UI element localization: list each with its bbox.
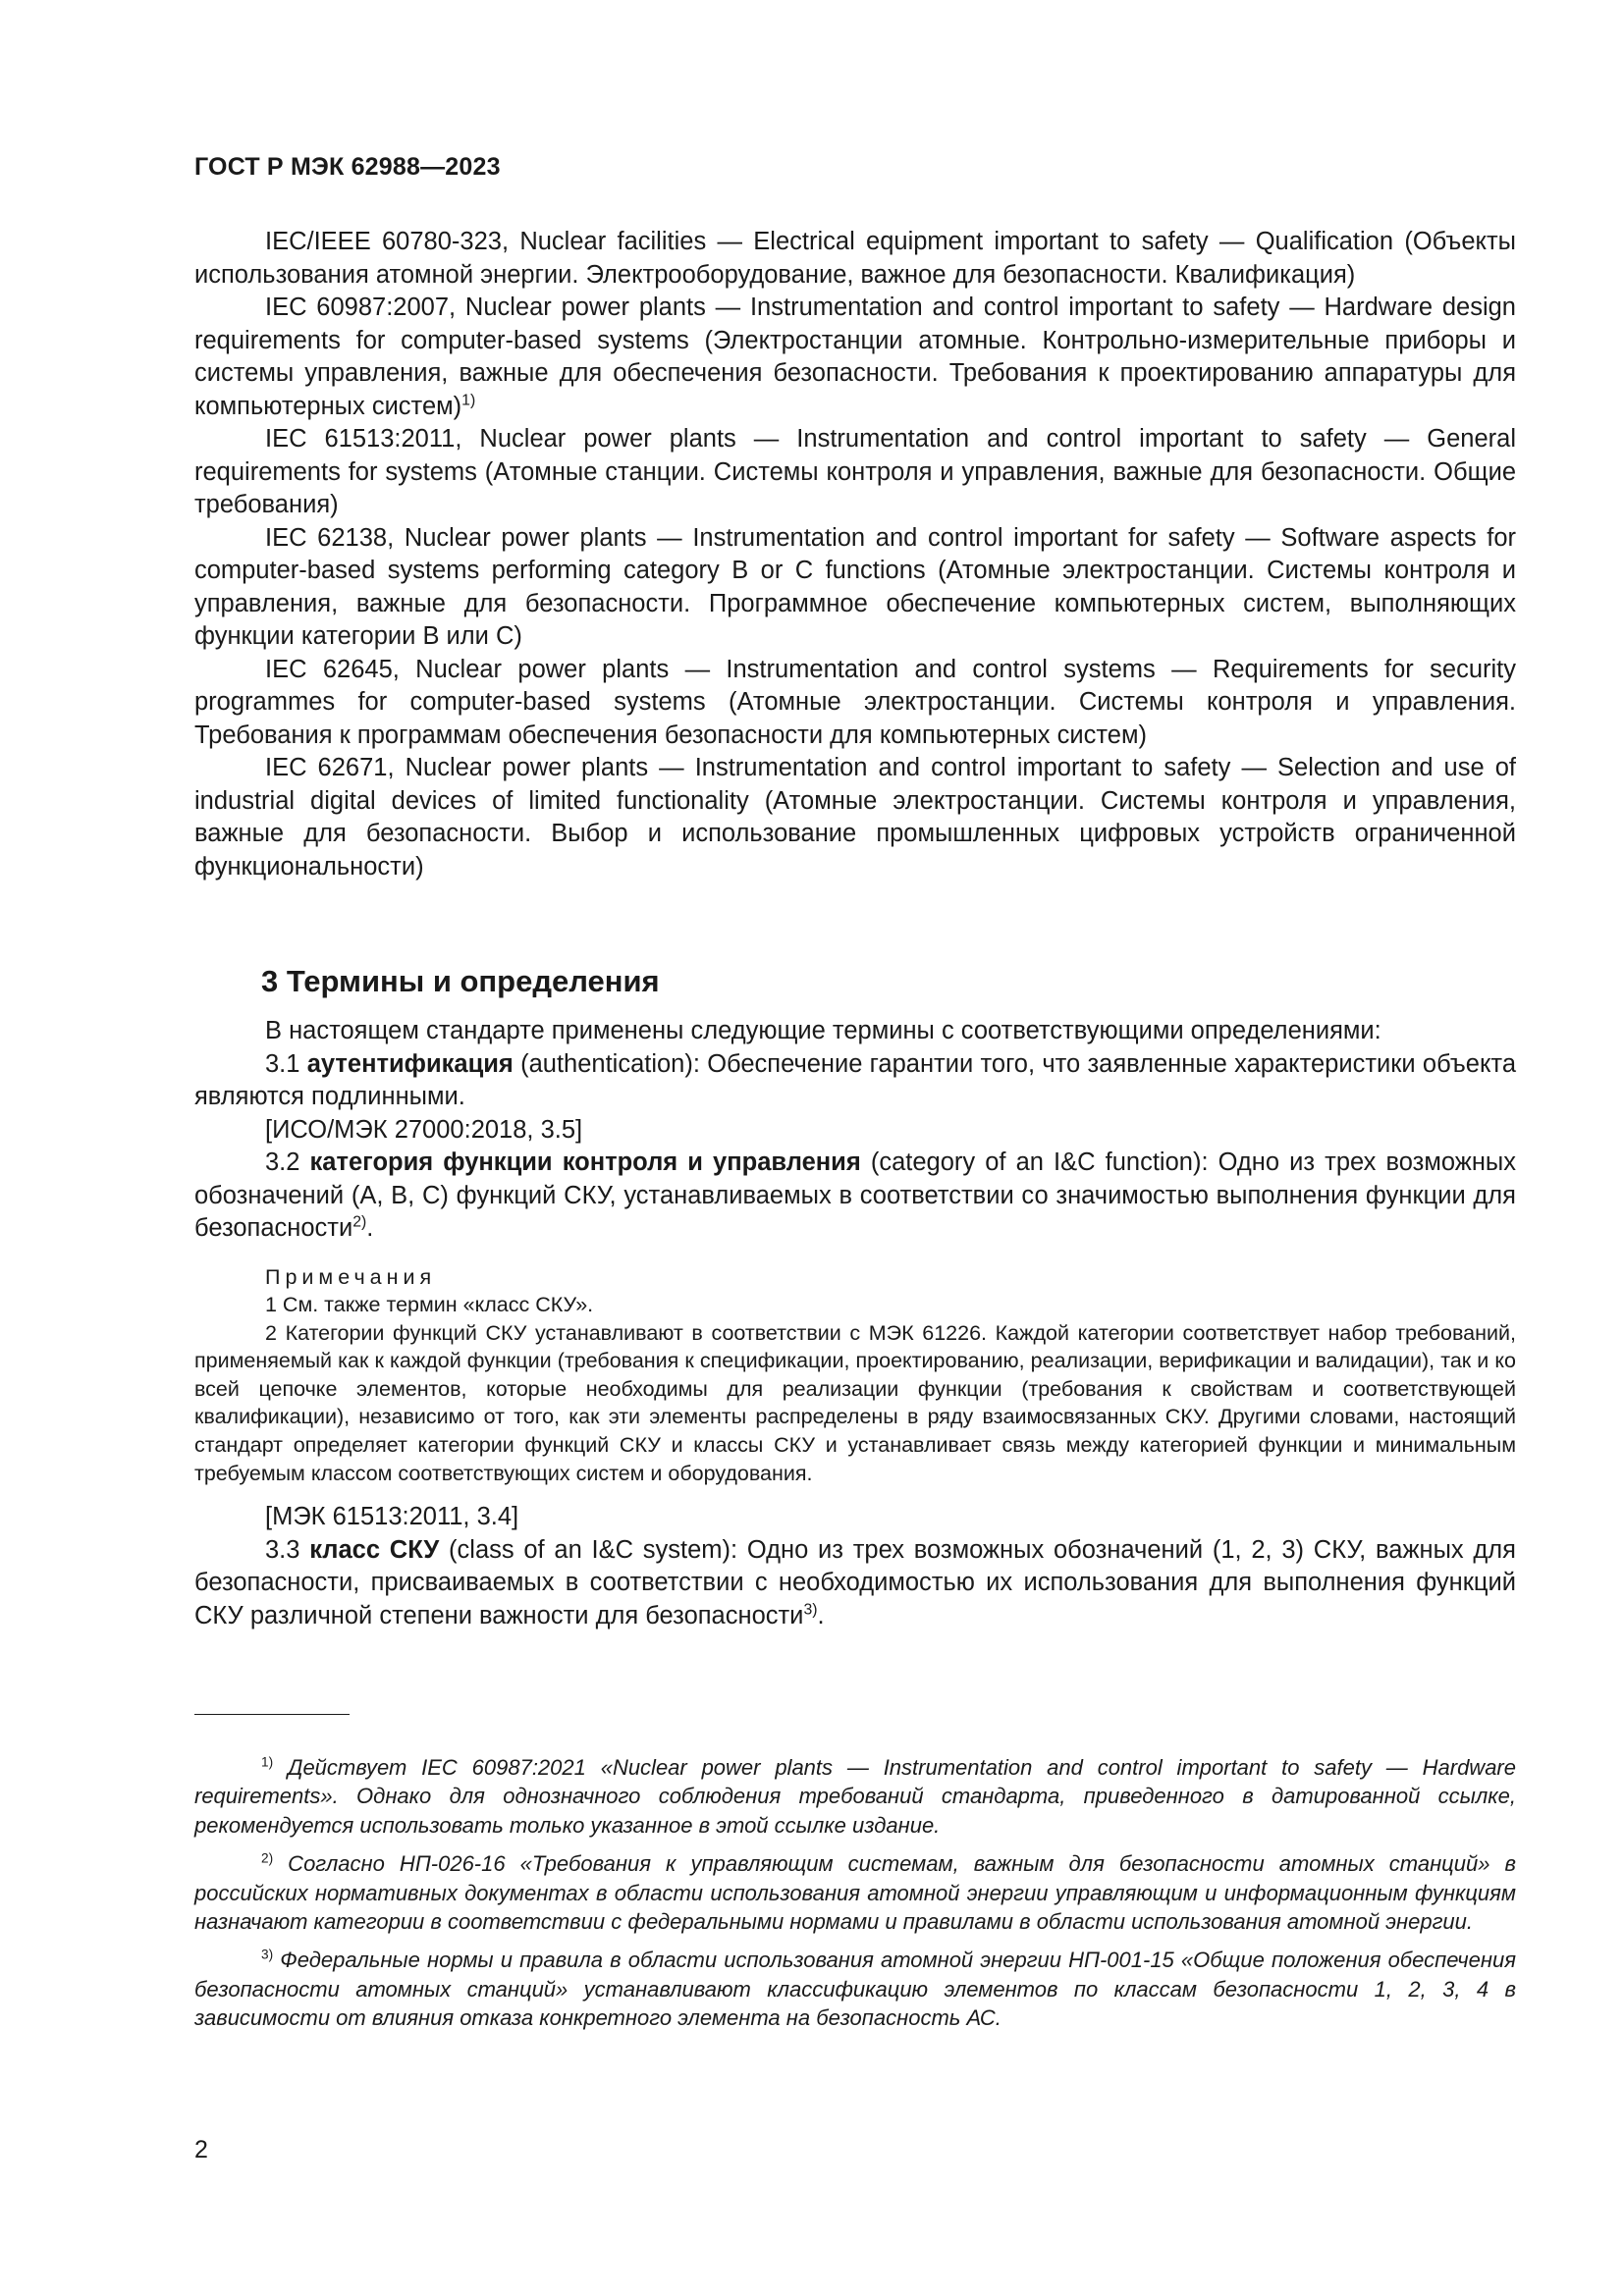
term-name: категория функции контроля и управления: [309, 1148, 861, 1176]
notes-heading: Примечания: [265, 1264, 437, 1289]
term-3-3: 3.3 класс СКУ (class of an I&C system): Одно из трех возможных обозначений (1, 2, 3) СКУ, важных для безопасности, присваиваемых в соответствии с необходимостью их использования для выполнения функций СКУ различной степени важности для безопасности$^{3)}$.: [194, 1535, 1516, 1629]
footnote-3: $^{3)}$ Федеральные нормы и правила в области использования атомной энергии НП-001-15 «Общие положения обеспечения безопасности атомных станций» устанавливают классификацию элементов по классам безопасности 1, 2, 3, 4 в зависимости от влияния отказа конкретного элемента на безопасность АС.: [194, 1948, 1516, 2031]
section-title: 3 Термины и определения: [261, 964, 660, 998]
reference-item: IEC 61513:2011, Nuclear power plants — Instrumentation and control important to safety — General requirements for systems (Атомные станции. Системы контроля и управления, важные для безопасности. Общие требования): [194, 425, 1516, 518]
term-name: аутентификация: [306, 1049, 514, 1078]
term-3-1: 3.1 аутентификация (authentication): Обеспечение гарантии того, что заявленные характеристики объекта являются подлинными.: [194, 1049, 1516, 1110]
footnote-ref: 3): [803, 1601, 818, 1619]
term-name: класс СКУ: [309, 1535, 440, 1564]
note-2: 2 Категории функций СКУ устанавливают в соответствии с МЭК 61226. Каждой категории соответствует набор требований, применяемый как к каждой функции (требования к спецификации, проектированию, реализации, верификации и валидации), так и ко всей цепочке элементов, которые необходимы для реализации функции (требования к свойствам и соответствующей квалификации), независимо от того, как эти элементы распределены в ряду взаимосвязанных СКУ. Другими словами, настоящий стандарт определяет категории функций СКУ и классы СКУ и устанавливает связь между категорией функции и минимальным требуемым классом соответствующих систем и оборудования.: [194, 1320, 1516, 1485]
footnote-2: $^{2)}$ Согласно НП-026-16 «Требования к управляющим системам, важным для безопасности атомных станций» в российских нормативных документах в области использования атомной энергии управляющим и информационным функциям назначают категории в соответствии с федеральными нормами и правилами в области использования атомной энергии.: [194, 1850, 1516, 1935]
term-source: [МЭК 61513:2011, 3.4]: [265, 1503, 519, 1531]
footnotes: [194, 1753, 1516, 2043]
reference-item: IEC/IEEE 60780-323, Nuclear facilities — Electrical equipment important to safety — Qualification (Объекты использования атомной энергии. Электрооборудование, важное для безопасности. Квалификация): [194, 228, 1516, 289]
reference-item: IEC 60987:2007, Nuclear power plants — Instrumentation and control important to safety — Hardware design requirements for computer-based systems (Электростанции атомные. Контрольно-измерительные приборы и системы управления, важные для обеспечения безопасности. Требования к проектированию аппаратуры для компьютерных систем)$^{1)}$: [194, 294, 1516, 420]
footnote-ref: 2): [352, 1213, 367, 1231]
footnote-separator: [194, 1714, 350, 1715]
terms-intro: В настоящем стандарте применены следующие термины с соответствующими определениями:: [265, 1017, 1381, 1044]
notes-block: [194, 1263, 1516, 1488]
terms-and-definitions: [194, 1015, 1516, 1632]
footnote-1: $^{1)}$ Действует IEC 60987:2021 «Nuclear power plants — Instrumentation and control important to safety — Hardware requirements». Однако для однозначного соблюдения требований стандарта, приведенного в датированной ссылке, рекомендуется использовать только указанное в этой ссылке издание.: [194, 1754, 1516, 1838]
term-3-2: 3.2 категория функции контроля и управления (category of an I&C function): Одно из трех возможных обозначений (A, B, C) функций СКУ, устанавливаемых в соответствии со значимостью выполнения функции для безопасности$^{2)}$.: [194, 1148, 1516, 1242]
reference-item: IEC 62138, Nuclear power plants — Instrumentation and control important for safety — Software aspects for computer-based systems performing category B or C functions (Атомные электростанции. Системы контроля и управления, важные для безопасности. Программное обеспечение компьютерных систем, выполняющих функции категории B или C): [194, 523, 1516, 650]
reference-item: IEC 62671, Nuclear power plants — Instrumentation and control important to safety — Selection and use of industrial digital devices of limited functionality (Атомные электростанции. Системы контроля и управления, важные для безопасности. Выбор и использование промышленных цифровых устройств ограниченной функциональности): [194, 754, 1516, 881]
reference-item: IEC 62645, Nuclear power plants — Instrumentation and control systems — Requirements for security programmes for computer-based systems (Атомные электростанции. Системы контроля и управления. Требования к программам обеспечения безопасности для компьютерных систем): [194, 655, 1516, 749]
term-source: [ИСО/МЭК 27000:2018, 3.5]: [265, 1115, 583, 1144]
page-number: 2: [194, 2136, 208, 2163]
terms-continued: [194, 1501, 1516, 1632]
page-header-doc-id: ГОСТ Р МЭК 62988—2023: [194, 153, 501, 181]
normative-references: [194, 226, 1516, 883]
footnote-ref: 1): [461, 392, 476, 408]
note-1: 1 См. также термин «класс СКУ».: [265, 1293, 594, 1317]
